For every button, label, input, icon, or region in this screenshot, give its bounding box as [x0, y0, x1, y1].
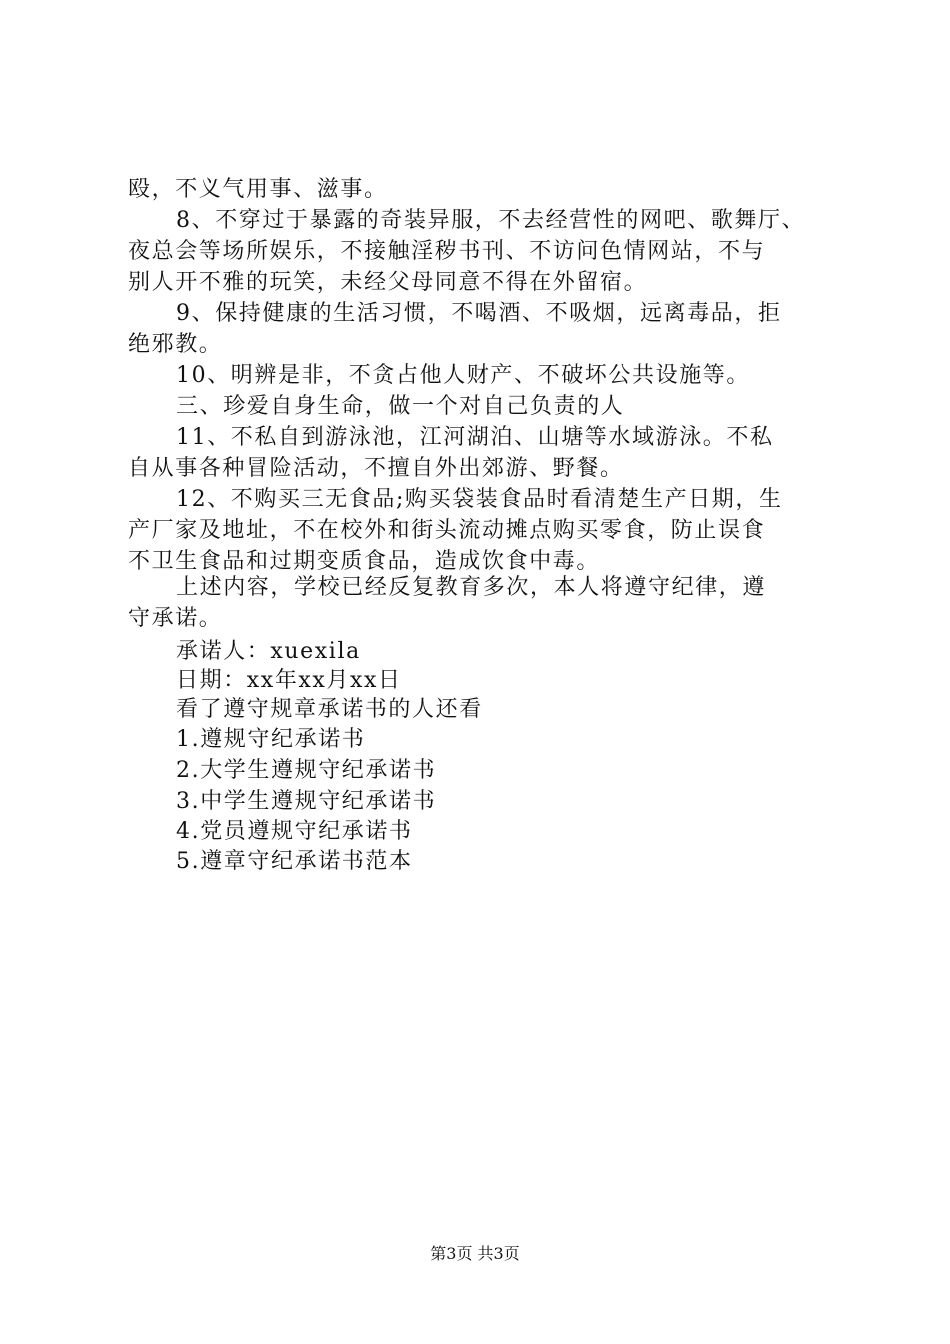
related-link[interactable]: 4.党员遵规守纪承诺书 [176, 819, 413, 844]
text-line: 11、不私自到游泳池，江河湖泊、山塘等水域游泳。不私 [176, 425, 774, 450]
related-link[interactable]: 1.遵规守纪承诺书 [176, 727, 366, 752]
related-heading: 看了遵守规章承诺书的人还看 [176, 697, 483, 722]
signer-line: 承诺人：xuexila [176, 639, 361, 664]
text-line: 8、不穿过于暴露的奇装异服，不去经营性的网吧、歌舞厅、 [176, 208, 806, 233]
text-line: 殴，不义气用事、滋事。 [128, 177, 388, 202]
text-line: 自从事各种冒险活动，不擅自外出郊游、野餐。 [128, 456, 624, 481]
section-heading: 三、珍爱自身生命，做一个对自己负责的人 [176, 394, 625, 419]
text-line: 守承诺。 [128, 606, 223, 631]
date-line: 日期：xx年xx月xx日 [176, 668, 402, 693]
text-line: 9、保持健康的生活习惯，不喝酒、不吸烟，远离毒品，拒 [176, 301, 782, 326]
page-footer: 第3页 共3页 [430, 1244, 520, 1263]
text-line: 绝邪教。 [128, 332, 223, 357]
text-line: 10、明辨是非，不贪占他人财产、不破坏公共设施等。 [176, 363, 750, 388]
text-line: 12、不购买三无食品;购买袋装食品时看清楚生产日期，生 [176, 487, 783, 512]
related-link[interactable]: 2.大学生遵规守纪承诺书 [176, 758, 437, 783]
related-link[interactable]: 3.中学生遵规守纪承诺书 [176, 789, 437, 814]
text-line: 产厂家及地址，不在校外和街头流动摊点购买零食，防止误食 [128, 518, 766, 543]
text-line: 不卫生食品和过期变质食品，造成饮食中毒。 [128, 549, 601, 574]
text-line: 别人开不雅的玩笑，未经父母同意不得在外留宿。 [128, 270, 648, 295]
text-line: 上述内容，学校已经反复教育多次，本人将遵守纪律，遵 [176, 575, 767, 600]
text-line: 夜总会等场所娱乐，不接触淫秽书刊、不访问色情网站，不与 [128, 239, 766, 264]
related-link[interactable]: 5.遵章守纪承诺书范本 [176, 849, 413, 874]
